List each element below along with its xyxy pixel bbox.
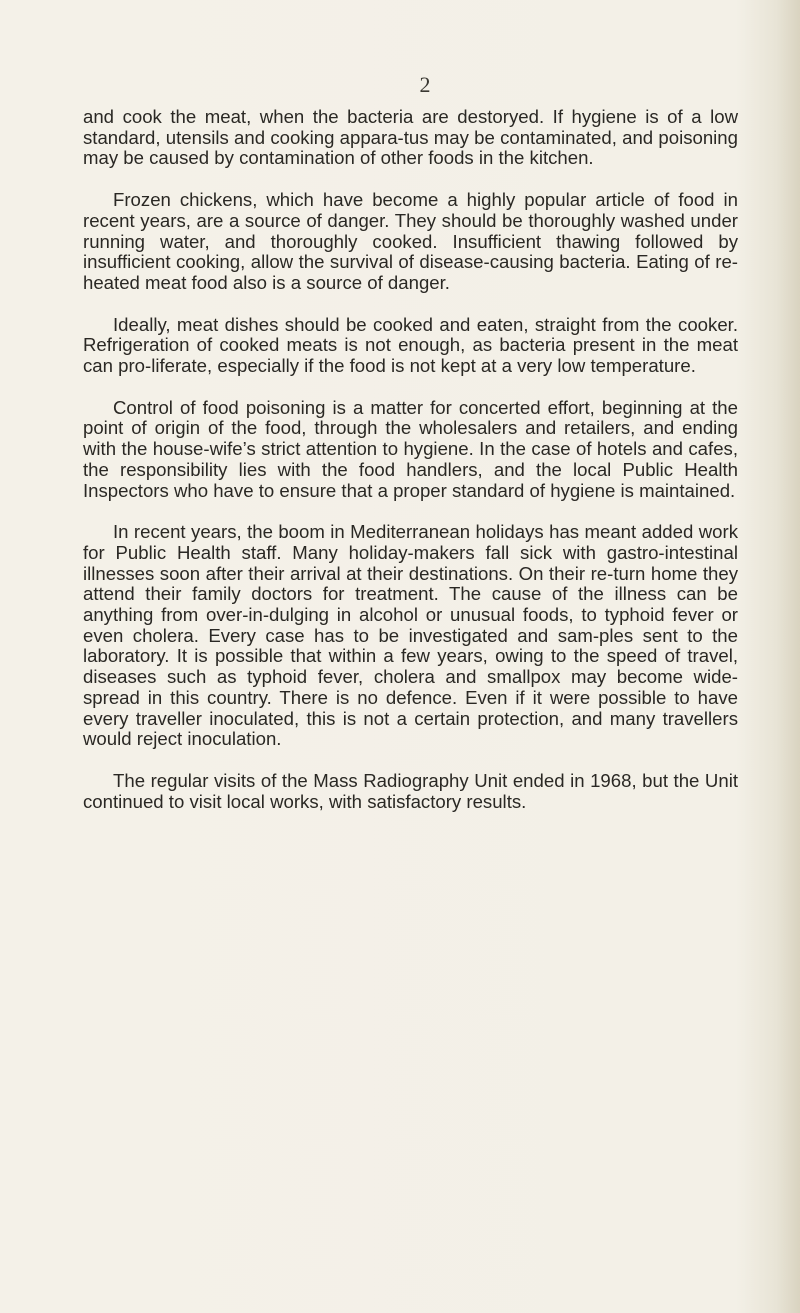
page-number: 2 xyxy=(419,72,431,97)
body-text xyxy=(83,107,738,833)
paragraph-2: Frozen chickens, which have become a highly popular article of food in recent years, are a source of danger. They should be thoroughly washed under running water, and thoroughly cooked. Insufficient thawing followed by insufficient cooking, allow the survival of disease-causing bacteria. Eating of re-heated meat food also is a source of danger. xyxy=(83,189,738,293)
paragraph-4: Control of food poisoning is a matter for concerted effort, beginning at the point of origin of the food, through the wholesalers and retailers, and ending with the house-wife’s strict attention to hygiene. In the case of hotels and cafes, the responsibility lies with the food handlers, and the local Public Health Inspectors who have to ensure that a proper standard of hygiene is maintained. xyxy=(83,396,738,501)
paragraph-1: and cook the meat, when the bacteria are destoryed. If hygiene is of a low standard, utensils and cooking appara-tus may be contaminated, and poisoning may be caused by contamination of other foods in the kitchen. xyxy=(83,106,738,169)
paragraph-3: Ideally, meat dishes should be cooked and eaten, straight from the cooker. Refrigeration of cooked meats is not enough, as bacteria present in the meat can pro-liferate, especially if the food is not kept at a very low temperature. xyxy=(83,313,738,377)
paragraph-6: The regular visits of the Mass Radiography Unit ended in 1968, but the Unit continued to visit local works, with satisfactory results. xyxy=(83,769,738,812)
paragraph-5: In recent years, the boom in Mediterranean holidays has meant added work for Public Health staff. Many holiday-makers fall sick with gastro-intestinal illnesses soon after their arrival at their destinations. On their re-turn home they attend their family doctors for treatment. The cause of the illness can be anything from over-in-dulging in alcohol or unusual foods, to typhoid fever or even cholera. Every case has to be investigated and sam-ples sent to the laboratory. It is possible that within a few years, owing to the speed of travel, diseases such as typhoid fever, cholera and smallpox may become wide-spread in this country. There is no defence. Even if it were possible to have every traveller inoculated, this is not a certain protection, and many travellers would reject inoculation. xyxy=(83,521,738,750)
